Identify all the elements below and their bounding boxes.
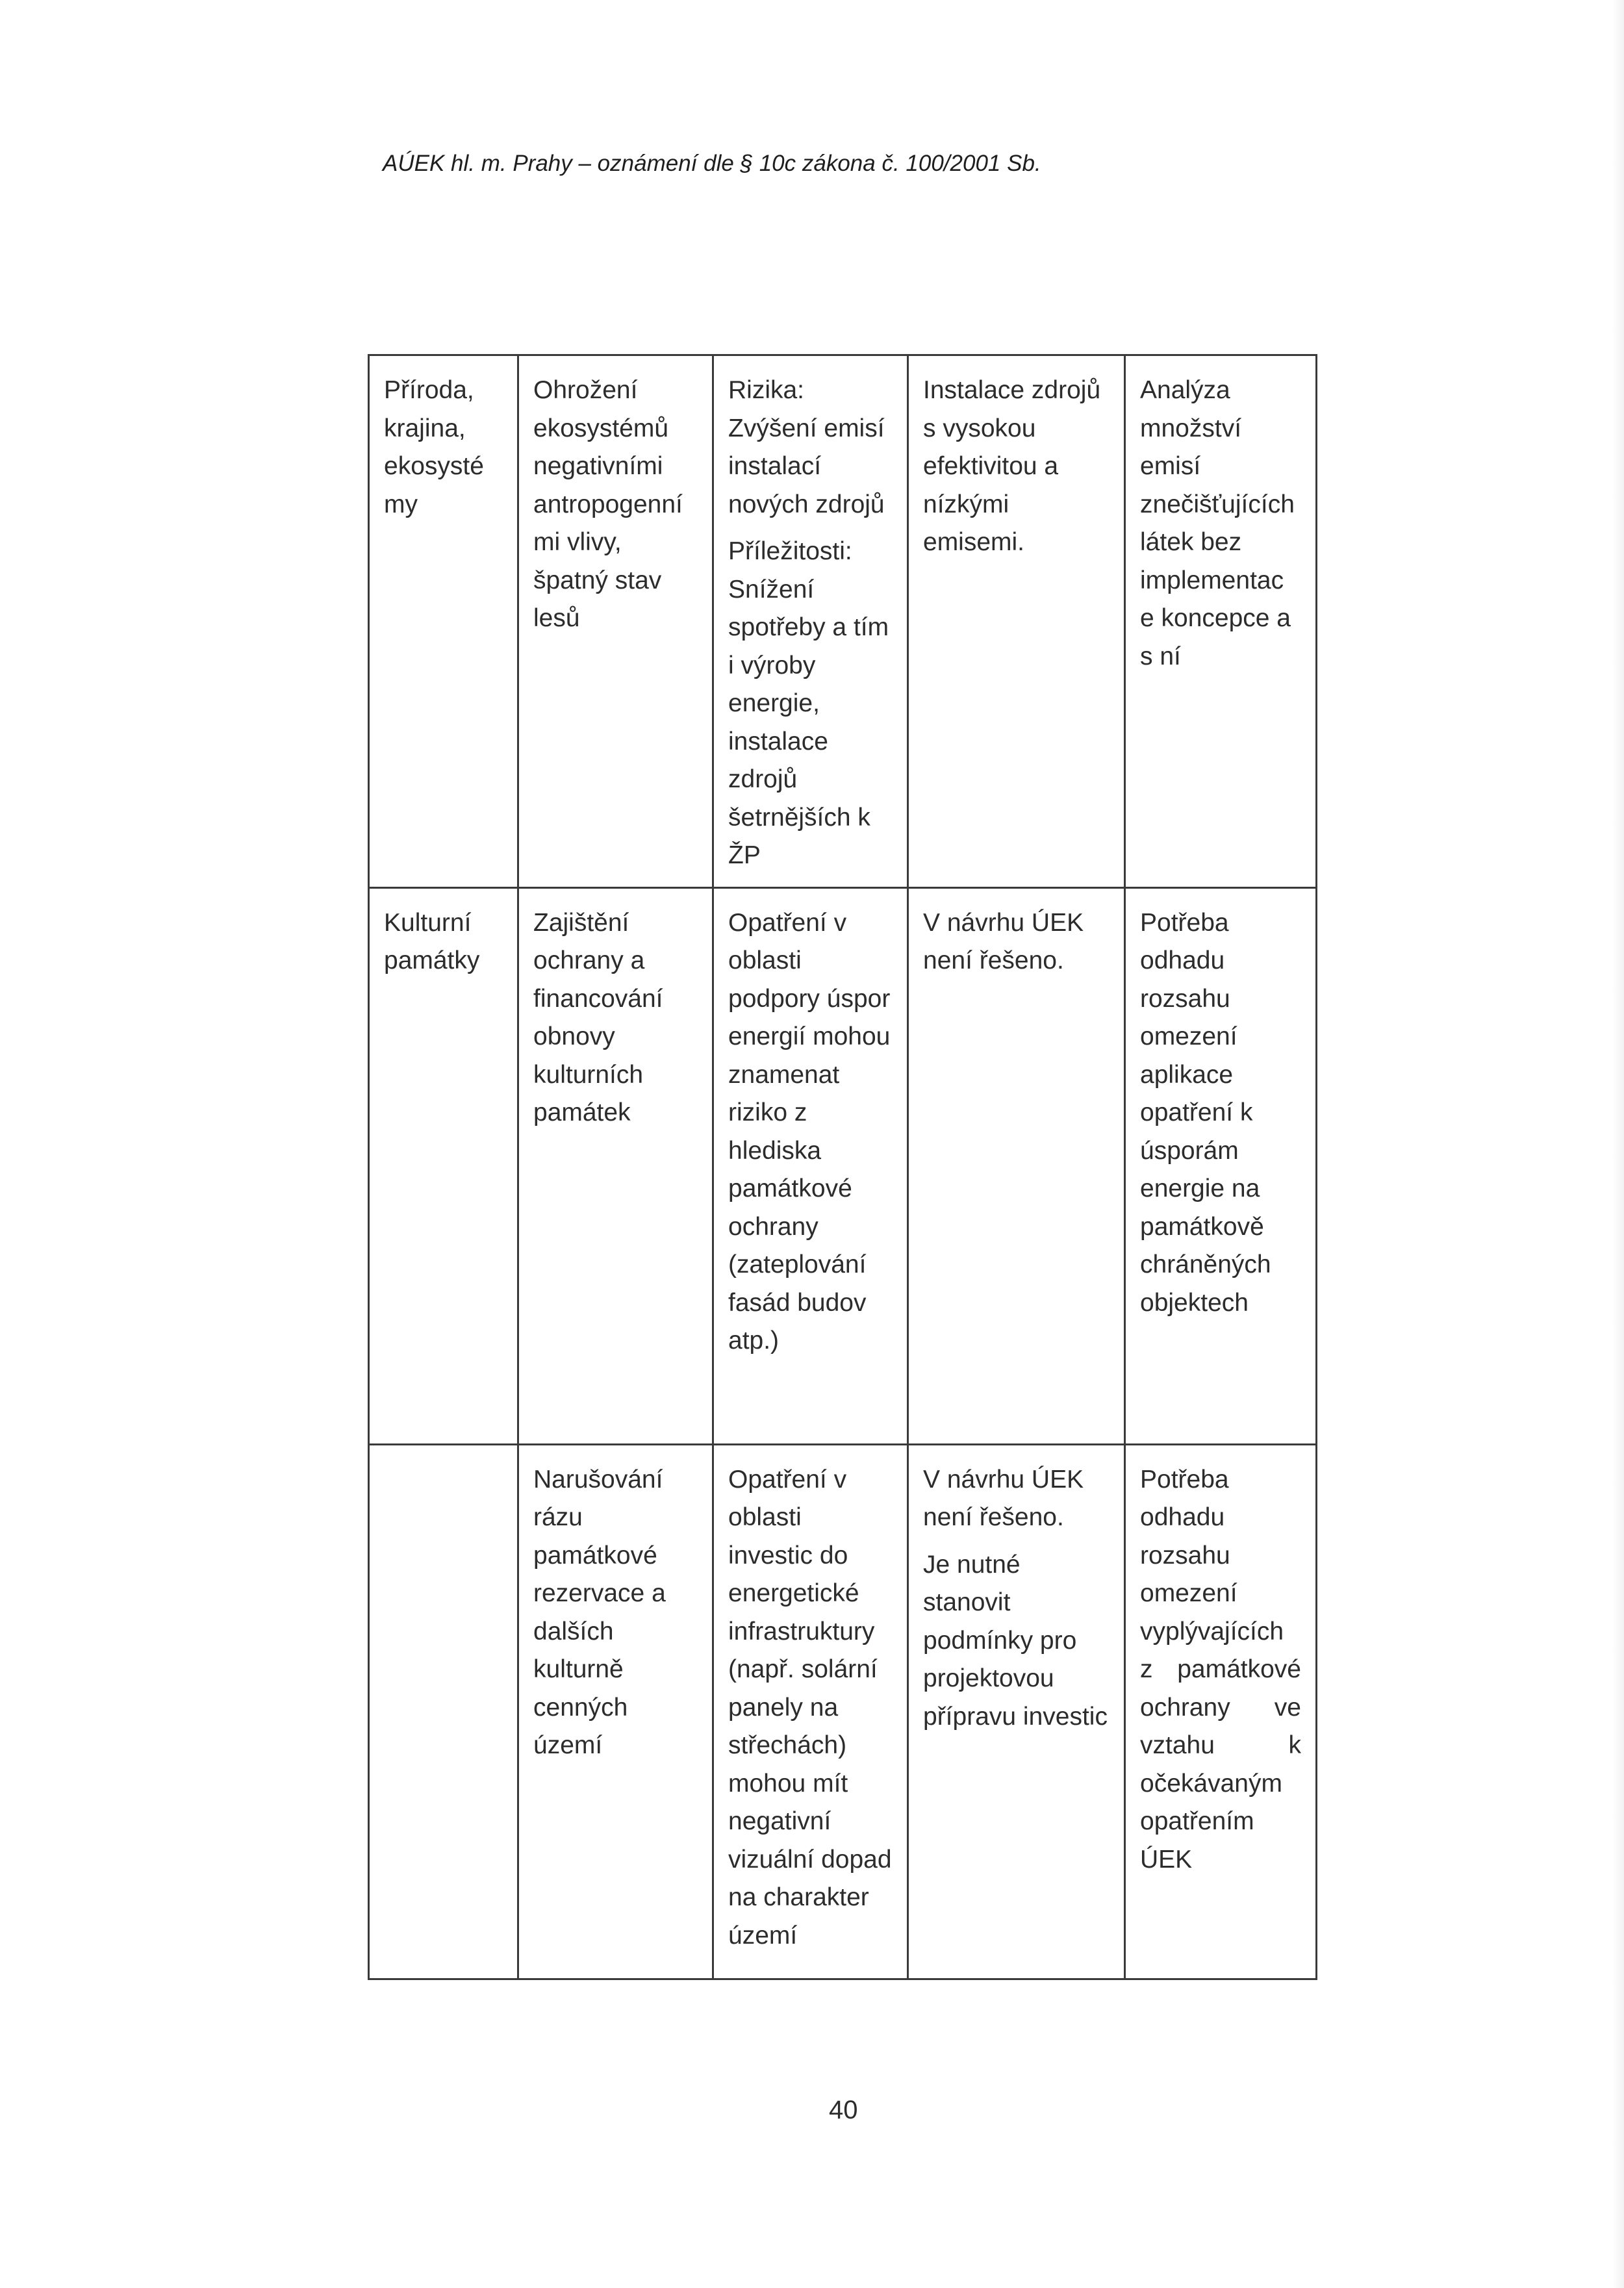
assessment-table bbox=[368, 354, 1317, 1980]
table-row bbox=[369, 355, 1317, 888]
cell-risks-opportunities bbox=[713, 355, 908, 888]
cell-text: Příroda, krajina, ekosysté my bbox=[384, 376, 484, 518]
table-row bbox=[369, 1444, 1317, 1979]
cell-text: Potřeba odhadu rozsahu omezení aplikace opatření k úsporám energie na památkově chráněných objektech bbox=[1140, 908, 1271, 1317]
page-edge bbox=[1612, 0, 1624, 2288]
cell-text: Rizika: Zvýšení emisí instalací nových zdrojů bbox=[728, 376, 885, 518]
cell-area bbox=[369, 887, 518, 1444]
cell-risks-opportunities bbox=[713, 887, 908, 1444]
cell-problem bbox=[518, 887, 713, 1444]
cell-risks-opportunities bbox=[713, 1444, 908, 1979]
cell-problem bbox=[518, 355, 713, 888]
cell-text: Instalace zdrojů s vysokou efektivitou a nízkými emisemi. bbox=[923, 376, 1101, 556]
cell-text: Opatření v oblasti investic do energetické infrastruktury (např. solární panely na střechách) mohou mít negativní vizuální dopad na charakter území bbox=[728, 1465, 892, 1950]
cell-text: Opatření v oblasti podpory úspor energií mohou znamenat riziko z hlediska památkové ochrany (zateplování fasád budov atp.) bbox=[728, 908, 891, 1354]
cell-text: Potřeba odhadu rozsahu omezení vyplývajících z památkové ochrany ve vztahu k očekávaným opatřením ÚEK bbox=[1140, 1465, 1301, 1874]
cell-text: Příležitosti: Snížení spotřeby a tím i výroby energie, instalace zdrojů šetrnějších k ŽP bbox=[728, 537, 889, 869]
cell-requirement bbox=[1125, 887, 1317, 1444]
cell-text: V návrhu ÚEK není řešeno. bbox=[923, 1465, 1084, 1531]
cell-text: V návrhu ÚEK není řešeno. bbox=[923, 908, 1084, 974]
cell-problem bbox=[518, 1444, 713, 1979]
cell-text: Analýza množství emisí znečišťujících látek bez implementac e koncepce a s ní bbox=[1140, 376, 1295, 670]
page-header: AÚEK hl. m. Prahy – oznámení dle § 10c zákona č. 100/2001 Sb. bbox=[383, 151, 1041, 176]
cell-area bbox=[369, 355, 518, 888]
cell-solution bbox=[908, 355, 1125, 888]
page-number: 40 bbox=[829, 2096, 858, 2124]
cell-solution bbox=[908, 1444, 1125, 1979]
cell-requirement bbox=[1125, 1444, 1317, 1979]
cell-area bbox=[369, 1444, 518, 1979]
cell-solution bbox=[908, 887, 1125, 1444]
table-row bbox=[369, 887, 1317, 1444]
cell-text: Zajištění ochrany a financování obnovy kulturních památek bbox=[533, 908, 663, 1126]
cell-text: Ohrožení ekosystémů negativními antropogenní mi vlivy, špatný stav lesů bbox=[533, 376, 683, 632]
cell-text: Je nutné stanovit podmínky pro projektovou přípravu investic bbox=[923, 1550, 1108, 1731]
cell-text: Kulturní památky bbox=[384, 908, 480, 974]
cell-text: Narušování rázu památkové rezervace a dalších kulturně cenných území bbox=[533, 1465, 666, 1759]
cell-requirement bbox=[1125, 355, 1317, 888]
